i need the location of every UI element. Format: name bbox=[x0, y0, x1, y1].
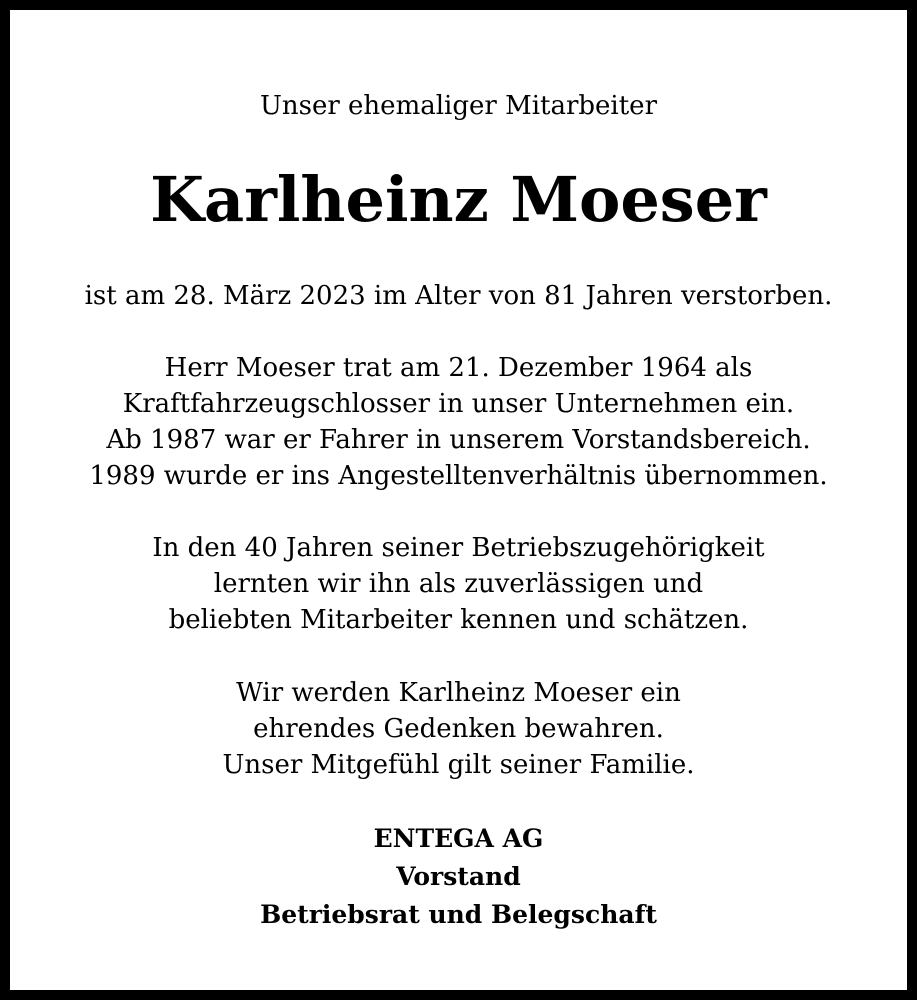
career-line: Ab 1987 war er Fahrer in unserem Vorstandsbereich. bbox=[106, 425, 811, 455]
tenure-line: lernten wir ihn als zuverlässigen und bbox=[213, 569, 704, 599]
signature-block bbox=[20, 820, 897, 934]
career-line: 1989 wurde er ins Angestelltenverhältnis übernommen. bbox=[89, 461, 828, 491]
deceased-name-text: Karlheinz Moeser bbox=[150, 163, 767, 236]
tenure-paragraph bbox=[20, 530, 897, 638]
tenure-line: beliebten Mitarbeiter kennen und schätzen. bbox=[168, 605, 749, 635]
memory-line: ehrendes Gedenken bewahren. bbox=[253, 714, 664, 744]
intro-line bbox=[20, 90, 897, 122]
memory-line: Wir werden Karlheinz Moeser ein bbox=[236, 678, 681, 708]
intro-text: Unser ehemaliger Mitarbeiter bbox=[259, 91, 658, 121]
career-line: Kraftfahrzeugschlosser in unser Unternehmen ein. bbox=[122, 389, 795, 419]
signature-board: Vorstand bbox=[396, 862, 521, 891]
signature-company: ENTEGA AG bbox=[373, 824, 544, 853]
obituary-content bbox=[20, 20, 897, 980]
signature-staff: Betriebsrat und Belegschaft bbox=[260, 900, 657, 929]
memory-paragraph bbox=[20, 675, 897, 783]
memory-line: Unser Mitgefühl gilt seiner Familie. bbox=[222, 750, 695, 780]
deceased-name bbox=[20, 160, 897, 240]
tenure-line: In den 40 Jahren seiner Betriebszugehörigkeit bbox=[152, 533, 765, 563]
death-line: ist am 28. März 2023 im Alter von 81 Jahren verstorben. bbox=[84, 281, 833, 311]
career-paragraph bbox=[20, 350, 897, 494]
career-line: Herr Moeser trat am 21. Dezember 1964 als bbox=[164, 353, 753, 383]
death-statement bbox=[20, 278, 897, 314]
